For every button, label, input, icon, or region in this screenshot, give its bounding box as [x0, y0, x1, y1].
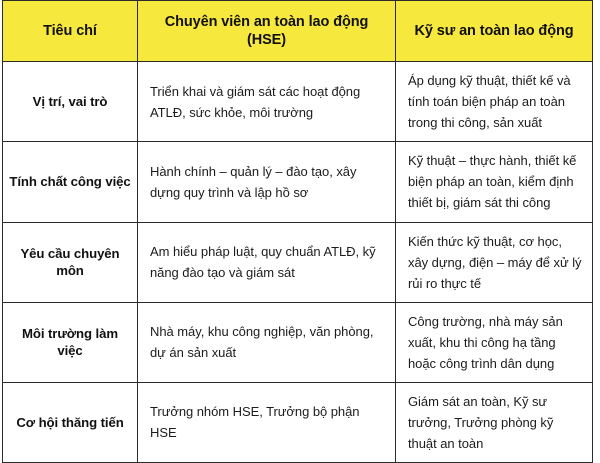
- row-label-work-environment: Môi trường làm việc: [3, 302, 138, 382]
- cell-engineer-professional-requirements: Kiến thức kỹ thuật, cơ học, xây dựng, điện – máy để xử lý rủi ro thực tế: [396, 222, 593, 302]
- row-label-promotion-opportunity: Cơ hội thăng tiến: [3, 382, 138, 462]
- cell-hse-position-role: Triển khai và giám sát các hoạt động ATLĐ, sức khỏe, môi trường: [138, 62, 396, 142]
- column-header-safety-engineer: Kỹ sư an toàn lao động: [396, 1, 593, 62]
- cell-engineer-position-role: Áp dụng kỹ thuật, thiết kế và tính toán biện pháp an toàn trong thi công, sản xuất: [396, 62, 593, 142]
- cell-hse-work-environment: Nhà máy, khu công nghiệp, văn phòng, dự án sản xuất: [138, 302, 396, 382]
- cell-engineer-work-nature: Kỹ thuật – thực hành, thiết kế biện pháp an toàn, kiểm định thiết bị, giám sát thi công: [396, 142, 593, 222]
- cell-hse-work-nature: Hành chính – quản lý – đào tạo, xây dựng quy trình và lập hồ sơ: [138, 142, 396, 222]
- cell-engineer-promotion-opportunity: Giám sát an toàn, Kỹ sư trưởng, Trưởng phòng kỹ thuật an toàn: [396, 382, 593, 462]
- cell-hse-professional-requirements: Am hiểu pháp luật, quy chuẩn ATLĐ, kỹ năng đào tạo và giám sát: [138, 222, 396, 302]
- row-label-professional-requirements: Yêu cầu chuyên môn: [3, 222, 138, 302]
- column-header-hse-specialist: Chuyên viên an toàn lao động (HSE): [138, 1, 396, 62]
- table-row: [3, 302, 593, 382]
- column-header-criterion: Tiêu chí: [3, 1, 138, 62]
- table-body: [3, 62, 593, 463]
- row-label-position-role: Vị trí, vai trò: [3, 62, 138, 142]
- table-row: [3, 142, 593, 222]
- table-row: [3, 62, 593, 142]
- table-header: [3, 1, 593, 62]
- cell-engineer-work-environment: Công trường, nhà máy sản xuất, khu thi công hạ tầng hoặc công trình dân dụng: [396, 302, 593, 382]
- cell-hse-promotion-opportunity: Trưởng nhóm HSE, Trưởng bộ phận HSE: [138, 382, 396, 462]
- row-label-work-nature: Tính chất công việc: [3, 142, 138, 222]
- table-header-row: [3, 1, 593, 62]
- table-row: [3, 382, 593, 462]
- comparison-table: [2, 0, 593, 463]
- table-row: [3, 222, 593, 302]
